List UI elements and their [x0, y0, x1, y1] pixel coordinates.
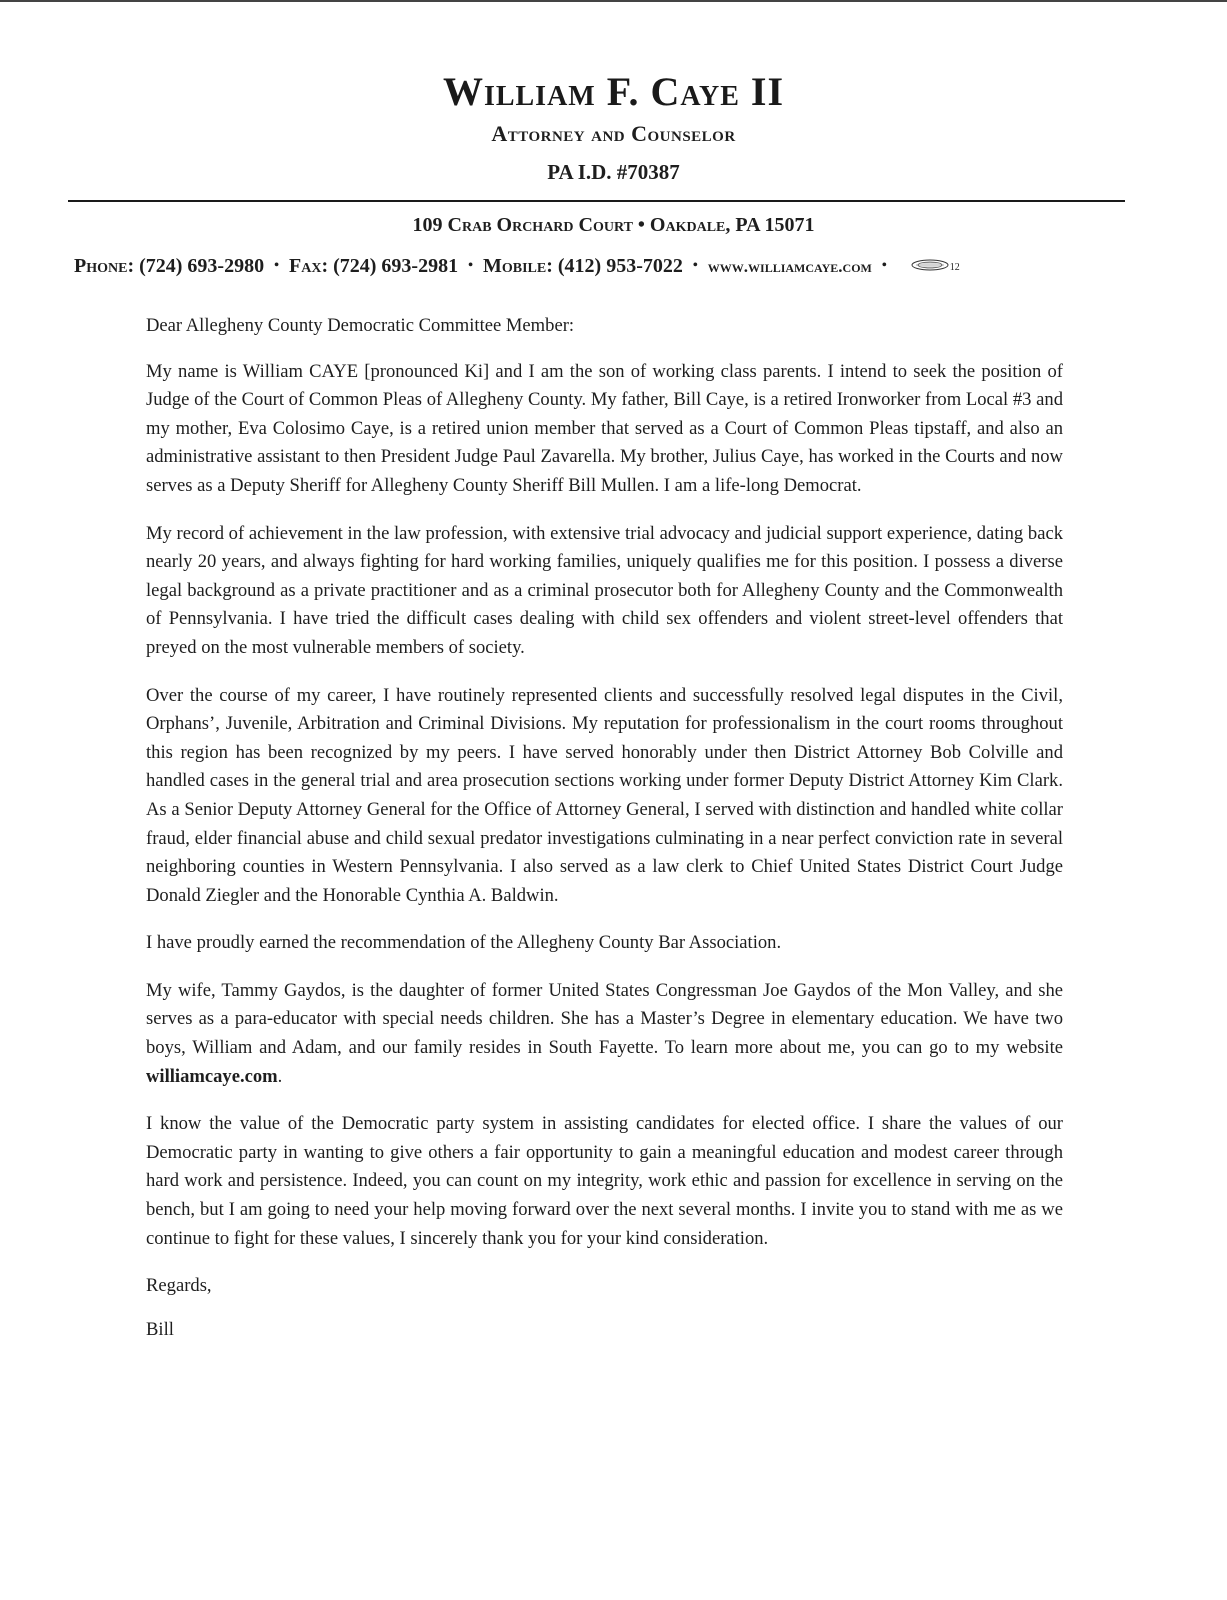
fax-label: Fax: — [289, 255, 329, 277]
scan-top-edge — [0, 0, 1227, 2]
letter-body — [146, 312, 1063, 1363]
letterhead-name: William F. Caye II — [442, 69, 785, 114]
paragraph-family-end: . — [277, 1065, 283, 1087]
phone-label: Phone: — [74, 255, 135, 277]
mobile-label: Mobile: — [483, 255, 553, 277]
union-bug-icon — [911, 254, 949, 277]
closing: Regards, — [146, 1275, 212, 1297]
mobile-number: (412) 953-7022 — [557, 255, 683, 277]
letterhead-divider — [68, 200, 1125, 202]
paragraph-family-text: My wife, Tammy Gaydos, is the daughter of former United States Congressman Joe Gaydos of the Mon Valley, and she serves as a para-educator with special needs children. She has a Master’s Degree in elementary education. We have two boys, William and Adam, and our family resides in South Fayette. To learn more about me, you can go to my website — [146, 979, 1063, 1059]
separator-dot: • — [881, 258, 887, 273]
fax-number: (724) 693-2981 — [333, 255, 459, 277]
separator-dot: • — [468, 258, 473, 273]
union-bug-number: 12 — [949, 262, 960, 273]
paragraph-career: Over the course of my career, I have routinely represented clients and successfully resolved legal disputes in the Civil, Orphans’, Juvenile, Arbitration and Criminal Divisions. My reputation for professionalism in the court rooms throughout this region has been recognized by my peers. I have served honorably under then District Attorney Bob Colville and handled cases in the general trial and area prosecution sections working under former Deputy District Attorney Kim Clark. As a Senior Deputy Attorney General for the Office of Attorney General, I served with distinction and handled white collar fraud, elder financial abuse and child sexual predator investigations culminating in a near perfect conviction rate in several neighboring counties in Western Pennsylvania. I also served as a law clerk to Chief United States District Court Judge Donald Ziegler and the Honorable Cynthia A. Baldwin. — [146, 684, 1063, 906]
letterhead-pa-id: PA I.D. #70387 — [547, 160, 680, 184]
letterhead-title: Attorney and Counselor — [491, 121, 736, 146]
separator-dot: • — [692, 258, 698, 273]
website-link: www.williamcaye.com — [707, 257, 872, 276]
website-reference: williamcaye.com — [146, 1065, 278, 1087]
letterhead-contact-line — [74, 254, 1174, 278]
letterhead-address: 109 Crab Orchard Court • Oakdale, PA 15071 — [412, 214, 815, 236]
paragraph-family — [146, 977, 1063, 1091]
separator-dot: • — [274, 258, 279, 273]
salutation: Dear Allegheny County Democratic Committee Member: — [146, 315, 575, 336]
paragraph-values: I know the value of the Democratic party system in assisting candidates for elected office. I share the values of our Democratic party in wanting to give others a fair opportunity to gain a meaningful education and modest career through hard work and persistence. Indeed, you can count on my integrity, work ethic and passion for excellence in serving on the bench, but I am going to need your help moving forward over the next several months. I invite you to stand with me as we continue to fight for these values, I sincerely thank you for your kind consideration. — [146, 1113, 1063, 1249]
paragraph-introduction: My name is William CAYE [pronounced Ki] and I am the son of working class parents. I intend to seek the position of Judge of the Court of Common Pleas of Allegheny County. My father, Bill Caye, is a retired Ironworker from Local #3 and my mother, Eva Colosimo Caye, is a retired union member that served as a Court of Common Pleas tipstaff, and also an administrative assistant to then President Judge Paul Zavarella. My brother, Julius Caye, has worked in the Courts and now serves as a Deputy Sheriff for Allegheny County Sheriff Bill Mullen. I am a life-long Democrat. — [146, 360, 1063, 496]
paragraph-bar-recommendation: I have proudly earned the recommendation of the Allegheny County Bar Association. — [146, 932, 782, 954]
phone-number: (724) 693-2980 — [139, 255, 265, 277]
signature: Bill — [146, 1318, 174, 1340]
paragraph-qualifications: My record of achievement in the law profession, with extensive trial advocacy and judicial support experience, dating back nearly 20 years, and always fighting for hard working families, uniquely qualifies me for this position. I possess a diverse legal background as a private practitioner and as a criminal prosecutor both for Allegheny County and the Commonwealth of Pennsylvania. I have tried the difficult cases dealing with child sex offenders and violent street-level offenders that preyed on the most vulnerable members of society. — [146, 522, 1063, 658]
